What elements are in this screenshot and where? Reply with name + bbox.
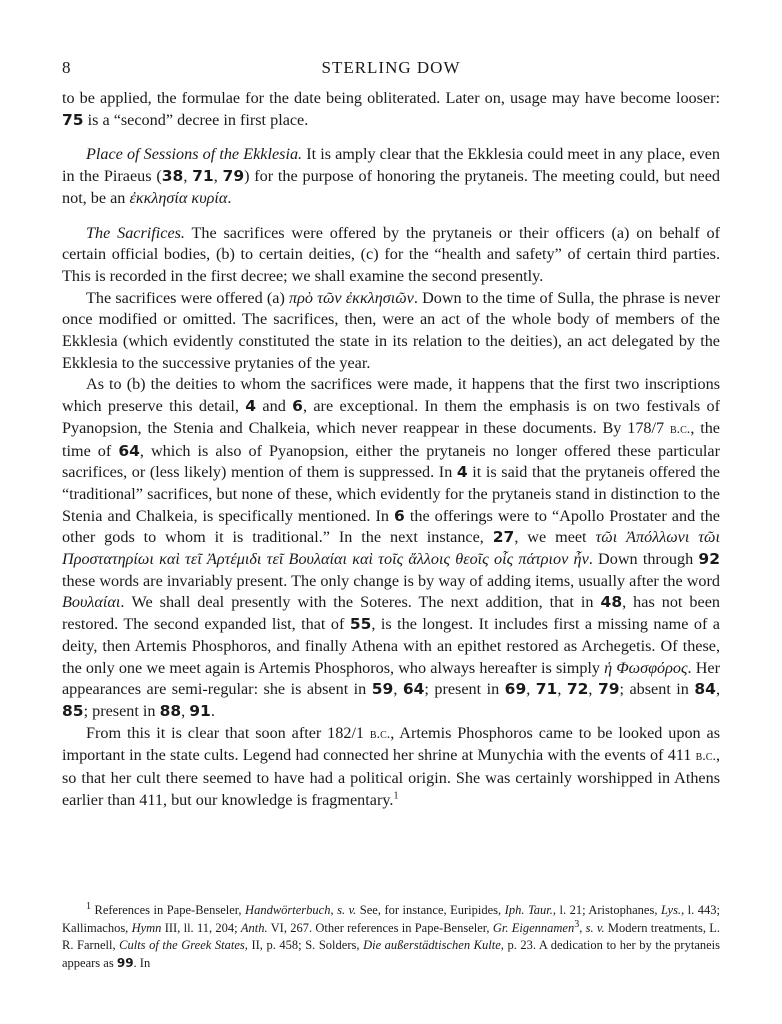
text-run: it is said that the prytaneis offered the “traditional” sacrifices, but none of these, which evidently for the prytaneis stand in distinction to the Stenia and Chalkeia, is specifically mentioned. In xyxy=(62,463,720,525)
footnotes xyxy=(62,902,720,972)
inscription-number: 6 xyxy=(394,506,405,525)
inscription-number: 92 xyxy=(698,550,720,569)
text-run: , so that her cult there seemed to have had a political origin. She was certainly worshipped in Athens earlier than 411, but our knowledge is fragmentary. xyxy=(62,746,720,809)
text-run: III, ll. 11, 204; xyxy=(161,920,241,935)
text-run: is a “second” decree in first place. xyxy=(83,110,309,129)
italic-text: Βουλαίαι xyxy=(62,593,121,612)
text-run: Modern treatments, L. R. Farnell, xyxy=(62,920,720,952)
footnote-marker: 1 xyxy=(393,790,399,802)
inscription-number: 71 xyxy=(535,680,558,699)
text-run: , are exceptional. In them the emphasis is on two festivals of Pyanopsion, the Stenia and Chalkeia, which never reappear in these documents. By 178/7 xyxy=(62,397,721,437)
text-run: to be applied, the formulae for the date being obliterated. Later on, usage may have become looser: xyxy=(62,89,720,107)
inscription-number: 38 xyxy=(161,167,184,186)
inscription-number: 64 xyxy=(118,441,140,460)
text-run: , xyxy=(213,167,223,186)
text-run: and xyxy=(256,397,293,416)
inscription-number: 85 xyxy=(62,701,84,720)
text-run: , xyxy=(183,167,193,186)
text-run: , Artemis Phosphoros came to be looked upon as important in the state cults. Legend had connected her shrine at Munychia with the events of 411 xyxy=(62,723,720,765)
text-run: , xyxy=(557,680,567,699)
paragraph-place-of-sessions xyxy=(62,144,720,209)
text-run: , we meet xyxy=(514,528,596,547)
italic-text: Iph. Taur. xyxy=(504,903,553,917)
italic-text: Lys. xyxy=(660,903,682,917)
inscription-number: 88 xyxy=(159,701,182,720)
text-run: ) for the purpose of honoring the prytaneis. The meeting could, but need not, be an xyxy=(62,167,721,207)
inscription-number: 6 xyxy=(292,397,303,416)
text-run: , is the longest. It includes first a missing name of a deity, then Artemis Phosphoros, and finally Athena with an epithet restored as Archegetis. Of these, the only one we meet again is Artemis Phosphoros, who always hereafter is simply xyxy=(62,615,720,677)
text-run: ; absent in xyxy=(619,680,695,699)
inscription-number: 59 xyxy=(371,680,394,699)
inscription-number: 48 xyxy=(600,593,623,612)
italic-text: Hymn xyxy=(131,920,162,935)
inscription-number: 71 xyxy=(192,167,214,186)
italic-text: ἡ Φωσφόρος xyxy=(604,658,688,677)
text-run: . xyxy=(227,188,232,207)
italic-text: Anth. xyxy=(240,920,268,935)
era-abbreviation: b.c. xyxy=(369,726,391,742)
text-run: , the time of xyxy=(62,418,720,460)
paragraph-sacrifices-a xyxy=(62,288,720,375)
running-title: STERLING DOW xyxy=(321,58,461,77)
text-run: , xyxy=(181,701,190,720)
italic-text: Cults of the Greek States xyxy=(119,938,245,952)
era-abbreviation: b.c. xyxy=(669,421,691,437)
paragraph-sacrifices xyxy=(62,223,720,288)
text-run: , II, p. 458; S. Solders, xyxy=(244,938,364,952)
italic-text: Die außerstädtischen Kulte xyxy=(363,938,501,952)
italic-text: πρὸ τῶν ἐκκλησιῶν xyxy=(289,288,414,307)
text-run: . We shall deal presently with the Soteres. The next addition, that in xyxy=(120,593,601,612)
text-run: , has not been restored. The second expanded list, that of xyxy=(62,593,720,634)
text-run: , xyxy=(588,680,598,699)
italic-text: The Sacrifices. xyxy=(86,223,185,242)
text-run: these words are invariably present. The only change is by way of adding items, usually after the word xyxy=(62,571,720,590)
paragraph-artemis-phosphoros xyxy=(62,723,720,812)
inscription-number: 79 xyxy=(597,680,620,699)
inscription-number: 99 xyxy=(116,955,134,970)
paragraph-sacrifices-b xyxy=(62,374,720,722)
text-run: , xyxy=(715,680,720,699)
text-run: , l. 21; Aristophanes, xyxy=(552,903,661,917)
text-run: . In xyxy=(133,955,151,970)
inscription-number: 84 xyxy=(694,680,716,699)
inscription-number: 69 xyxy=(504,680,527,699)
italic-text: s. v. xyxy=(585,920,605,935)
page-number: 8 xyxy=(62,58,71,77)
inscription-number: 75 xyxy=(62,110,84,129)
paragraph-continuation xyxy=(62,88,720,131)
text-run: The sacrifices were offered (a) xyxy=(86,288,290,307)
text-run: VI, 267. Other references in Pape-Benseler, xyxy=(267,920,493,935)
inscription-number: 27 xyxy=(492,528,515,547)
page-content xyxy=(62,54,720,812)
inscription-number: 4 xyxy=(245,397,257,416)
text-run: ; present in xyxy=(424,680,505,699)
italic-text: Handwörterbuch, s. v. xyxy=(245,903,357,917)
text-run: the offerings were to “Apollo Prostater and the other gods to whom it is traditional.” In the next instance, xyxy=(62,506,720,547)
footnote-1 xyxy=(62,902,720,972)
text-run: From this it is clear that soon after 182/1 xyxy=(86,723,370,742)
inscription-number: 72 xyxy=(566,680,589,699)
inscription-number: 91 xyxy=(189,701,211,720)
era-abbreviation: b.c. xyxy=(695,749,716,765)
italic-text: Gr. Eigennamen xyxy=(492,920,575,935)
text-run: . xyxy=(210,701,215,720)
text-run: See, for instance, Euripides, xyxy=(356,903,505,917)
inscription-number: 79 xyxy=(222,167,245,186)
text-run: ; present in xyxy=(83,701,160,720)
inscription-number: 55 xyxy=(349,615,372,634)
page-header xyxy=(62,54,720,80)
text-run: . Down through xyxy=(588,550,699,569)
inscription-number: 4 xyxy=(456,463,468,482)
italic-text: τῶι Ἀπόλλωνι τῶι Προστατηρίωι καὶ τεῖ Ἀρτέμιδι τεῖ Βουλαίαι καὶ τοῖς ἄλλοις θεοῖς οἷς πάτριον ἦν xyxy=(62,528,720,569)
text-run: , xyxy=(579,920,586,935)
text-run: . Her appearances are semi-regular: she is absent in xyxy=(62,658,721,699)
inscription-number: 64 xyxy=(402,680,425,699)
text-run: , p. 23. A dedication to her by the prytaneis appears as xyxy=(62,938,721,970)
italic-text: ἐκκλησία κυρία xyxy=(129,188,228,207)
footnote-marker: 3 xyxy=(574,918,580,930)
text-run: It is amply clear that the Ekklesia could meet in any place, even in the Piraeus ( xyxy=(62,145,721,186)
text-run: . Down to the time of Sulla, the phrase is never once modified or omitted. The sacrifices, then, were an act of the whole body of members of the Ekklesia (which evidently constituted the state in its relation to the deities), an act delegated by the Ekklesia to the successive prytanies of the year. xyxy=(62,288,721,372)
text-run: , xyxy=(526,680,536,699)
text-run: As to (b) the deities to whom the sacrifices were made, it happens that the first two inscriptions which preserve this detail, xyxy=(62,375,720,416)
text-run: , which is also of Pyanopsion, either the prytaneis no longer offered these particular sacrifices, or (less likely) mention of them is suppressed. In xyxy=(62,441,720,482)
text-run: , l. 443; Kallimachos, xyxy=(62,903,720,935)
text-run: References in Pape-Benseler, xyxy=(91,903,246,917)
body-text xyxy=(62,88,720,812)
footnote-marker: 1 xyxy=(86,900,91,912)
text-run: , xyxy=(393,680,403,699)
italic-text: Place of Sessions of the Ekklesia. xyxy=(86,145,303,164)
text-run: The sacrifices were offered by the prytaneis or their officers (a) on behalf of certain official bodies, (b) to certain deities, (c) for the “health and safety” of certain third parties. This is recorded in the first decree; we shall examine the second presently. xyxy=(62,223,720,285)
